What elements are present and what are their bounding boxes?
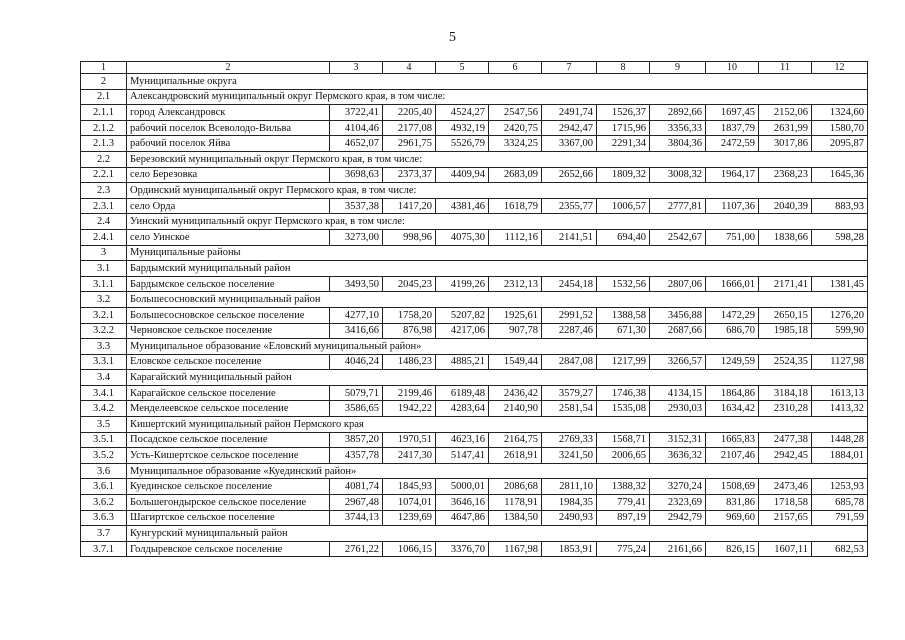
value-cell: 775,24 bbox=[597, 541, 650, 557]
value-cell: 1985,18 bbox=[759, 323, 812, 339]
value-cell: 907,78 bbox=[489, 323, 542, 339]
section-row bbox=[81, 417, 868, 433]
value-cell: 3266,57 bbox=[650, 354, 706, 370]
value-cell: 3698,63 bbox=[330, 167, 383, 183]
value-cell: 2417,30 bbox=[383, 448, 436, 464]
value-cell: 2650,15 bbox=[759, 307, 812, 323]
column-number-row bbox=[81, 62, 868, 74]
value-cell: 4381,46 bbox=[436, 198, 489, 214]
value-cell: 1253,93 bbox=[812, 479, 868, 495]
value-cell: 3241,50 bbox=[542, 448, 597, 464]
value-cell: 1107,36 bbox=[706, 198, 759, 214]
value-cell: 5526,79 bbox=[436, 136, 489, 152]
value-cell: 1618,79 bbox=[489, 198, 542, 214]
section-row bbox=[81, 292, 868, 308]
settlement-name: Куединское сельское поселение bbox=[127, 479, 330, 495]
value-cell: 1178,91 bbox=[489, 495, 542, 511]
table-row bbox=[81, 541, 868, 557]
value-cell: 2547,56 bbox=[489, 105, 542, 121]
value-cell: 3008,32 bbox=[650, 167, 706, 183]
value-cell: 4277,10 bbox=[330, 307, 383, 323]
value-cell: 3744,13 bbox=[330, 510, 383, 526]
table-row bbox=[81, 229, 868, 245]
section-row bbox=[81, 89, 868, 105]
value-cell: 1964,17 bbox=[706, 167, 759, 183]
value-cell: 1746,38 bbox=[597, 385, 650, 401]
table-row bbox=[81, 354, 868, 370]
value-cell: 826,15 bbox=[706, 541, 759, 557]
table-row bbox=[81, 323, 868, 339]
row-code: 3.6.2 bbox=[81, 495, 127, 511]
section-row bbox=[81, 370, 868, 386]
value-cell: 1167,98 bbox=[489, 541, 542, 557]
value-cell: 2542,67 bbox=[650, 229, 706, 245]
value-cell: 1549,44 bbox=[489, 354, 542, 370]
value-cell: 2287,46 bbox=[542, 323, 597, 339]
table-body bbox=[81, 62, 868, 557]
value-cell: 2312,13 bbox=[489, 276, 542, 292]
column-number: 4 bbox=[383, 62, 436, 74]
value-cell: 3356,33 bbox=[650, 120, 706, 136]
value-cell: 1532,56 bbox=[597, 276, 650, 292]
value-cell: 1942,22 bbox=[383, 401, 436, 417]
table-row bbox=[81, 495, 868, 511]
value-cell: 2157,65 bbox=[759, 510, 812, 526]
value-cell: 2777,81 bbox=[650, 198, 706, 214]
value-cell: 1217,99 bbox=[597, 354, 650, 370]
value-cell: 1112,16 bbox=[489, 229, 542, 245]
value-cell: 3324,25 bbox=[489, 136, 542, 152]
value-cell: 3804,36 bbox=[650, 136, 706, 152]
settlement-name: село Уинское bbox=[127, 229, 330, 245]
value-cell: 3586,65 bbox=[330, 401, 383, 417]
value-cell: 779,41 bbox=[597, 495, 650, 511]
value-cell: 1239,69 bbox=[383, 510, 436, 526]
value-cell: 1845,93 bbox=[383, 479, 436, 495]
row-code: 2.4 bbox=[81, 214, 127, 230]
value-cell: 2687,66 bbox=[650, 323, 706, 339]
value-cell: 1613,13 bbox=[812, 385, 868, 401]
value-cell: 1249,59 bbox=[706, 354, 759, 370]
value-cell: 2164,75 bbox=[489, 432, 542, 448]
column-number: 10 bbox=[706, 62, 759, 74]
tariff-table bbox=[80, 61, 868, 557]
section-title: Кишертский муниципальный район Пермского края bbox=[127, 417, 868, 433]
value-cell: 682,53 bbox=[812, 541, 868, 557]
value-cell: 685,78 bbox=[812, 495, 868, 511]
section-row bbox=[81, 261, 868, 277]
settlement-name: Еловское сельское поселение bbox=[127, 354, 330, 370]
settlement-name: Усть-Кишертское сельское поселение bbox=[127, 448, 330, 464]
value-cell: 5147,41 bbox=[436, 448, 489, 464]
value-cell: 2491,74 bbox=[542, 105, 597, 121]
value-cell: 2490,93 bbox=[542, 510, 597, 526]
value-cell: 3857,20 bbox=[330, 432, 383, 448]
table-row bbox=[81, 167, 868, 183]
table-row bbox=[81, 510, 868, 526]
value-cell: 686,70 bbox=[706, 323, 759, 339]
value-cell: 2152,06 bbox=[759, 105, 812, 121]
table-row bbox=[81, 105, 868, 121]
value-cell: 4075,30 bbox=[436, 229, 489, 245]
value-cell: 1884,01 bbox=[812, 448, 868, 464]
value-cell: 1666,01 bbox=[706, 276, 759, 292]
value-cell: 1006,57 bbox=[597, 198, 650, 214]
value-cell: 2045,23 bbox=[383, 276, 436, 292]
settlement-name: Менделеевское сельское поселение bbox=[127, 401, 330, 417]
value-cell: 2961,75 bbox=[383, 136, 436, 152]
row-code: 3.3.1 bbox=[81, 354, 127, 370]
value-cell: 1864,86 bbox=[706, 385, 759, 401]
value-cell: 1413,32 bbox=[812, 401, 868, 417]
value-cell: 2368,23 bbox=[759, 167, 812, 183]
table-row bbox=[81, 448, 868, 464]
value-cell: 4081,74 bbox=[330, 479, 383, 495]
row-code: 3.6.1 bbox=[81, 479, 127, 495]
value-cell: 2420,75 bbox=[489, 120, 542, 136]
value-cell: 3646,16 bbox=[436, 495, 489, 511]
value-cell: 3416,66 bbox=[330, 323, 383, 339]
row-code: 3.2 bbox=[81, 292, 127, 308]
row-code: 3.7.1 bbox=[81, 541, 127, 557]
row-code: 2.1.3 bbox=[81, 136, 127, 152]
value-cell: 2892,66 bbox=[650, 105, 706, 121]
value-cell: 1381,45 bbox=[812, 276, 868, 292]
value-cell: 1580,70 bbox=[812, 120, 868, 136]
column-number: 3 bbox=[330, 62, 383, 74]
value-cell: 4046,24 bbox=[330, 354, 383, 370]
value-cell: 2847,08 bbox=[542, 354, 597, 370]
section-title: Муниципальное образование «Куединский район» bbox=[127, 463, 868, 479]
value-cell: 998,96 bbox=[383, 229, 436, 245]
value-cell: 883,93 bbox=[812, 198, 868, 214]
value-cell: 1568,71 bbox=[597, 432, 650, 448]
row-code: 3.4.1 bbox=[81, 385, 127, 401]
row-code: 3.1 bbox=[81, 261, 127, 277]
value-cell: 1645,36 bbox=[812, 167, 868, 183]
value-cell: 791,59 bbox=[812, 510, 868, 526]
value-cell: 2967,48 bbox=[330, 495, 383, 511]
column-number: 7 bbox=[542, 62, 597, 74]
value-cell: 4932,19 bbox=[436, 120, 489, 136]
section-title: Кунгурский муниципальный район bbox=[127, 526, 868, 542]
value-cell: 4104,46 bbox=[330, 120, 383, 136]
table-row bbox=[81, 401, 868, 417]
value-cell: 1665,83 bbox=[706, 432, 759, 448]
value-cell: 1758,20 bbox=[383, 307, 436, 323]
row-code: 2.1.2 bbox=[81, 120, 127, 136]
table-row bbox=[81, 198, 868, 214]
value-cell: 1066,15 bbox=[383, 541, 436, 557]
value-cell: 1388,32 bbox=[597, 479, 650, 495]
page-number: 5 bbox=[449, 30, 456, 45]
table-row bbox=[81, 276, 868, 292]
table-row bbox=[81, 307, 868, 323]
value-cell: 2807,06 bbox=[650, 276, 706, 292]
value-cell: 694,40 bbox=[597, 229, 650, 245]
value-cell: 2618,91 bbox=[489, 448, 542, 464]
row-code: 3.5.1 bbox=[81, 432, 127, 448]
settlement-name: Посадское сельское поселение bbox=[127, 432, 330, 448]
section-title: Муниципальные районы bbox=[127, 245, 868, 261]
row-code: 2.4.1 bbox=[81, 229, 127, 245]
value-cell: 2930,03 bbox=[650, 401, 706, 417]
value-cell: 1486,23 bbox=[383, 354, 436, 370]
value-cell: 2769,33 bbox=[542, 432, 597, 448]
value-cell: 3636,32 bbox=[650, 448, 706, 464]
value-cell: 3376,70 bbox=[436, 541, 489, 557]
row-code: 3.6 bbox=[81, 463, 127, 479]
row-code: 3.2.2 bbox=[81, 323, 127, 339]
value-cell: 1925,61 bbox=[489, 307, 542, 323]
section-title: Муниципальное образование «Еловский муниципальный район» bbox=[127, 339, 868, 355]
table-row bbox=[81, 479, 868, 495]
table-row bbox=[81, 136, 868, 152]
table-row bbox=[81, 432, 868, 448]
section-title: Большесосновский муниципальный район bbox=[127, 292, 868, 308]
value-cell: 1838,66 bbox=[759, 229, 812, 245]
value-cell: 2373,37 bbox=[383, 167, 436, 183]
value-cell: 2140,90 bbox=[489, 401, 542, 417]
value-cell: 751,00 bbox=[706, 229, 759, 245]
row-code: 3.5 bbox=[81, 417, 127, 433]
value-cell: 1970,51 bbox=[383, 432, 436, 448]
value-cell: 2942,47 bbox=[542, 120, 597, 136]
section-row bbox=[81, 339, 868, 355]
row-code: 3.4 bbox=[81, 370, 127, 386]
value-cell: 598,28 bbox=[812, 229, 868, 245]
value-cell: 2323,69 bbox=[650, 495, 706, 511]
column-number: 8 bbox=[597, 62, 650, 74]
value-cell: 2652,66 bbox=[542, 167, 597, 183]
row-code: 2 bbox=[81, 74, 127, 90]
value-cell: 3270,24 bbox=[650, 479, 706, 495]
settlement-name: Голдыревское сельское поселение bbox=[127, 541, 330, 557]
value-cell: 2355,77 bbox=[542, 198, 597, 214]
settlement-name: Карагайское сельское поселение bbox=[127, 385, 330, 401]
value-cell: 4283,64 bbox=[436, 401, 489, 417]
column-number: 2 bbox=[127, 62, 330, 74]
value-cell: 3493,50 bbox=[330, 276, 383, 292]
row-code: 2.1.1 bbox=[81, 105, 127, 121]
value-cell: 4647,86 bbox=[436, 510, 489, 526]
value-cell: 2472,59 bbox=[706, 136, 759, 152]
value-cell: 3273,00 bbox=[330, 229, 383, 245]
section-row bbox=[81, 214, 868, 230]
value-cell: 2086,68 bbox=[489, 479, 542, 495]
value-cell: 3184,18 bbox=[759, 385, 812, 401]
column-number: 12 bbox=[812, 62, 868, 74]
value-cell: 1448,28 bbox=[812, 432, 868, 448]
value-cell: 4357,78 bbox=[330, 448, 383, 464]
settlement-name: рабочий поселок Яйва bbox=[127, 136, 330, 152]
section-row bbox=[81, 245, 868, 261]
value-cell: 876,98 bbox=[383, 323, 436, 339]
settlement-name: Большесосновское сельское поселение bbox=[127, 307, 330, 323]
value-cell: 2006,65 bbox=[597, 448, 650, 464]
value-cell: 2477,38 bbox=[759, 432, 812, 448]
value-cell: 3537,38 bbox=[330, 198, 383, 214]
row-code: 3.5.2 bbox=[81, 448, 127, 464]
section-title: Карагайский муниципальный район bbox=[127, 370, 868, 386]
value-cell: 4524,27 bbox=[436, 105, 489, 121]
value-cell: 1388,58 bbox=[597, 307, 650, 323]
value-cell: 1384,50 bbox=[489, 510, 542, 526]
section-row bbox=[81, 183, 868, 199]
value-cell: 1526,37 bbox=[597, 105, 650, 121]
value-cell: 4199,26 bbox=[436, 276, 489, 292]
value-cell: 897,19 bbox=[597, 510, 650, 526]
settlement-name: Большегондырское сельское поселение bbox=[127, 495, 330, 511]
row-code: 2.2.1 bbox=[81, 167, 127, 183]
value-cell: 1535,08 bbox=[597, 401, 650, 417]
value-cell: 1718,58 bbox=[759, 495, 812, 511]
value-cell: 1809,32 bbox=[597, 167, 650, 183]
value-cell: 2524,35 bbox=[759, 354, 812, 370]
value-cell: 831,86 bbox=[706, 495, 759, 511]
value-cell: 1607,11 bbox=[759, 541, 812, 557]
value-cell: 2199,46 bbox=[383, 385, 436, 401]
section-title: Бардымский муниципальный район bbox=[127, 261, 868, 277]
row-code: 2.2 bbox=[81, 151, 127, 167]
value-cell: 5207,82 bbox=[436, 307, 489, 323]
value-cell: 5079,71 bbox=[330, 385, 383, 401]
value-cell: 2177,08 bbox=[383, 120, 436, 136]
value-cell: 2942,45 bbox=[759, 448, 812, 464]
value-cell: 1508,69 bbox=[706, 479, 759, 495]
value-cell: 1276,20 bbox=[812, 307, 868, 323]
row-code: 3.1.1 bbox=[81, 276, 127, 292]
value-cell: 1634,42 bbox=[706, 401, 759, 417]
settlement-name: Черновское сельское поселение bbox=[127, 323, 330, 339]
value-cell: 2942,79 bbox=[650, 510, 706, 526]
row-code: 3.7 bbox=[81, 526, 127, 542]
section-title: Березовский муниципальный округ Пермского края, в том числе: bbox=[127, 151, 868, 167]
value-cell: 6189,48 bbox=[436, 385, 489, 401]
value-cell: 3152,31 bbox=[650, 432, 706, 448]
value-cell: 2161,66 bbox=[650, 541, 706, 557]
value-cell: 4652,07 bbox=[330, 136, 383, 152]
value-cell: 4217,06 bbox=[436, 323, 489, 339]
row-code: 3.3 bbox=[81, 339, 127, 355]
column-number: 5 bbox=[436, 62, 489, 74]
value-cell: 5000,01 bbox=[436, 479, 489, 495]
settlement-name: село Орда bbox=[127, 198, 330, 214]
section-title: Уинский муниципальный округ Пермского края, в том числе: bbox=[127, 214, 868, 230]
value-cell: 1837,79 bbox=[706, 120, 759, 136]
value-cell: 2581,54 bbox=[542, 401, 597, 417]
value-cell: 599,90 bbox=[812, 323, 868, 339]
value-cell: 2811,10 bbox=[542, 479, 597, 495]
value-cell: 3579,27 bbox=[542, 385, 597, 401]
column-number: 9 bbox=[650, 62, 706, 74]
column-number: 1 bbox=[81, 62, 127, 74]
section-row bbox=[81, 151, 868, 167]
value-cell: 1853,91 bbox=[542, 541, 597, 557]
value-cell: 3367,00 bbox=[542, 136, 597, 152]
row-code: 3.6.3 bbox=[81, 510, 127, 526]
value-cell: 4409,94 bbox=[436, 167, 489, 183]
value-cell: 671,30 bbox=[597, 323, 650, 339]
value-cell: 1715,96 bbox=[597, 120, 650, 136]
settlement-name: рабочий поселок Всеволодо-Вильва bbox=[127, 120, 330, 136]
value-cell: 2473,46 bbox=[759, 479, 812, 495]
row-code: 3 bbox=[81, 245, 127, 261]
settlement-name: Бардымское сельское поселение bbox=[127, 276, 330, 292]
section-row bbox=[81, 74, 868, 90]
row-code: 3.2.1 bbox=[81, 307, 127, 323]
section-row bbox=[81, 463, 868, 479]
row-code: 2.1 bbox=[81, 89, 127, 105]
row-code: 2.3 bbox=[81, 183, 127, 199]
value-cell: 1472,29 bbox=[706, 307, 759, 323]
value-cell: 1324,60 bbox=[812, 105, 868, 121]
value-cell: 2141,51 bbox=[542, 229, 597, 245]
value-cell: 2631,99 bbox=[759, 120, 812, 136]
section-title: Александровский муниципальный округ Пермского края, в том числе: bbox=[127, 89, 868, 105]
value-cell: 2310,28 bbox=[759, 401, 812, 417]
column-number: 11 bbox=[759, 62, 812, 74]
value-cell: 1417,20 bbox=[383, 198, 436, 214]
value-cell: 2761,22 bbox=[330, 541, 383, 557]
value-cell: 3017,86 bbox=[759, 136, 812, 152]
row-code: 2.3.1 bbox=[81, 198, 127, 214]
value-cell: 2095,87 bbox=[812, 136, 868, 152]
table-row bbox=[81, 385, 868, 401]
value-cell: 1074,01 bbox=[383, 495, 436, 511]
value-cell: 2171,41 bbox=[759, 276, 812, 292]
value-cell: 2205,40 bbox=[383, 105, 436, 121]
value-cell: 2436,42 bbox=[489, 385, 542, 401]
section-row bbox=[81, 526, 868, 542]
row-code: 3.4.2 bbox=[81, 401, 127, 417]
settlement-name: село Березовка bbox=[127, 167, 330, 183]
table-row bbox=[81, 120, 868, 136]
column-number: 6 bbox=[489, 62, 542, 74]
value-cell: 4885,21 bbox=[436, 354, 489, 370]
value-cell: 3456,88 bbox=[650, 307, 706, 323]
value-cell: 4134,15 bbox=[650, 385, 706, 401]
value-cell: 969,60 bbox=[706, 510, 759, 526]
value-cell: 2040,39 bbox=[759, 198, 812, 214]
settlement-name: Шагиртское сельское поселение bbox=[127, 510, 330, 526]
section-title: Ординский муниципальный округ Пермского края, в том числе: bbox=[127, 183, 868, 199]
value-cell: 3722,41 bbox=[330, 105, 383, 121]
value-cell: 2107,46 bbox=[706, 448, 759, 464]
settlement-name: город Александровск bbox=[127, 105, 330, 121]
value-cell: 2683,09 bbox=[489, 167, 542, 183]
value-cell: 1984,35 bbox=[542, 495, 597, 511]
value-cell: 1697,45 bbox=[706, 105, 759, 121]
value-cell: 2454,18 bbox=[542, 276, 597, 292]
section-title: Муниципальные округа bbox=[127, 74, 868, 90]
value-cell: 2991,52 bbox=[542, 307, 597, 323]
value-cell: 1127,98 bbox=[812, 354, 868, 370]
value-cell: 4623,16 bbox=[436, 432, 489, 448]
value-cell: 2291,34 bbox=[597, 136, 650, 152]
